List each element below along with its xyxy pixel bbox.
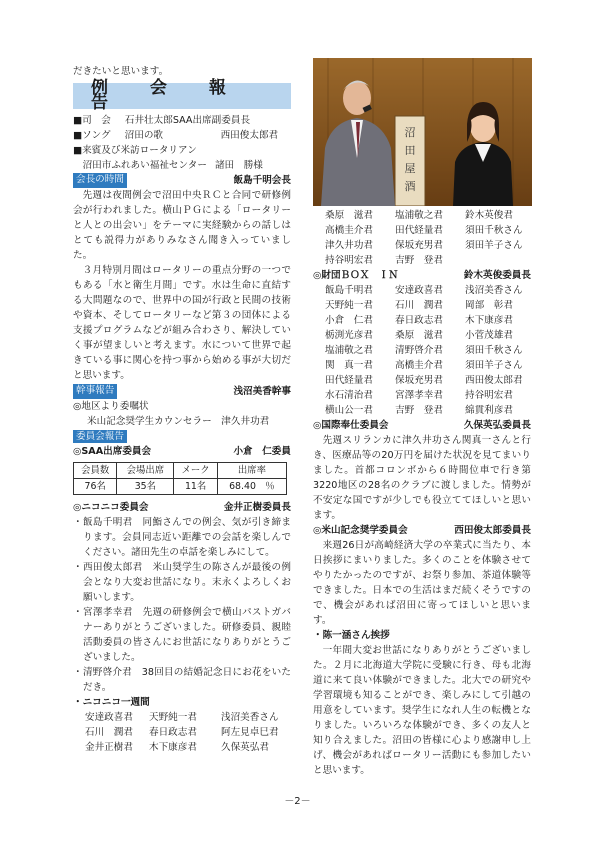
president-paragraph-2: ３月特別月間はロータリーの重点分野の一つでもある「水と衛生月間」です。水は生命に直結する大問題なので、世界中の国が行政と民間の技術や資本、そしてロータリーなど第３の団体による支援プログラムなどが組み合わさり、解決していく事が望ましいと考えます。水について世界で起きている事に関心を持つ事から始める事が大切だと思います。	[73, 265, 291, 381]
box-header	[313, 268, 531, 283]
member-name: 須田羊子さん	[465, 240, 523, 251]
left-column	[73, 64, 291, 755]
member-name: 須田羊子さん	[465, 360, 523, 371]
member-name: 保坂充男君	[395, 375, 443, 386]
member-name: 岡部 彰君	[465, 300, 513, 311]
intl-paragraph: 先週スリランカに津久井功さん関真一さんと行き、医療品等の20万円を届けた状況を見てまいりました。首都コロンボから６時間位車で行き第3220地区の28名のクラブに渡しました。情勢が不安定な国ですが少しでも役立ててほしいと思います。	[313, 435, 531, 521]
intl-speaker: 久保英弘委員長	[463, 420, 531, 431]
role-mc: ■司 会 石井壮太郎SAA出席副委員長	[73, 115, 251, 126]
photo-speakers-image	[313, 58, 532, 206]
member-name: 天野純一君	[149, 712, 197, 723]
member-name: 吉野 登君	[395, 405, 443, 416]
committee-header: 委員会報告	[73, 429, 291, 444]
member-name: 高橋圭介君	[395, 360, 443, 371]
member-name: 須田千秋さん	[465, 225, 523, 236]
member-name	[465, 253, 543, 268]
box-names	[313, 283, 531, 418]
secretary-header	[73, 384, 291, 399]
member-name: 高橋圭介君	[325, 225, 373, 236]
member-name: 桑原 滋君	[395, 330, 443, 341]
member-name: 田代経量君	[395, 225, 443, 236]
role-song: ■ソング 沼田の歌 西田俊太郎君	[73, 130, 279, 141]
member-name: 清野啓介君	[395, 345, 443, 356]
member-name: 安達政喜君	[85, 712, 133, 723]
saa-header	[73, 444, 291, 459]
member-name: 阿左見卓巳君	[221, 727, 279, 738]
niko-speaker: 金井正樹委員長	[223, 502, 291, 513]
member-name: 安達政喜君	[395, 285, 443, 296]
member-name: 金井正樹君	[85, 742, 133, 753]
yoneyama-speaker: 西田俊太郎委員長	[454, 525, 531, 536]
yoneyama-paragraph: 来週26日が高崎経済大学の卒業式に当たり、本日挨拶にまいりました。多くのことを体験させてやりたかったのですが、お祭り参加、茶道体験等できました。日本での生活はまだ続くそうですので、機会があれば沼田に寄ってほしいと思います。	[313, 540, 531, 626]
niko-week-names	[73, 710, 291, 755]
chin-label: ・陈一涵さん挨拶	[313, 630, 390, 641]
niko-week-label: ・ニコニコ一週間	[73, 697, 150, 708]
member-name: 関 真一君	[325, 360, 373, 371]
att-value-present: 35名	[117, 479, 174, 495]
member-name: 田代経量君	[325, 375, 373, 386]
box-speaker: 鈴木英俊委員長	[463, 270, 531, 281]
secretary-line-1: ◎地区より委嘱状	[73, 401, 149, 412]
role-guest-name: 沼田市ふれあい福祉センター 諸田 勝様	[73, 160, 263, 171]
member-name: 塩浦敬之君	[325, 345, 373, 356]
member-name: 吉野 登君	[395, 255, 443, 266]
role-guests: ■来賓及び米訪ロータリアン	[73, 145, 197, 156]
chin-paragraph: 一年間大変お世話になりありがとうございました。２月に北海道大学院に受験に行き、母も北海道に来て良い体験ができました。北大での研究や学習環境も知ることができ、楽しみにして引越の用意をしています。奨学生になれ人生の転機となりました。いろいろな体験ができ、多くの友人と知り合えました。沼田の皆様に心より感謝申し上げ、機会があればロータリー活動にも参加したいと思います。	[313, 645, 531, 776]
member-name: 石川 潤君	[395, 300, 443, 311]
saa-speaker: 小倉 仁委員	[233, 446, 291, 457]
intl-header	[313, 418, 531, 433]
member-name: 石川 潤君	[85, 727, 133, 738]
att-value-rate: 68.40 ％	[217, 479, 286, 495]
member-name: 天野純一君	[325, 300, 373, 311]
member-name: 久保英弘君	[221, 742, 269, 753]
yoneyama-name: ◎米山記念奨学委員会	[313, 525, 408, 536]
member-name: 木下康彦君	[465, 315, 513, 326]
att-header-members: 会員数	[74, 463, 117, 479]
president-speaker: 飯島千明会長	[233, 175, 291, 186]
meeting-report-heading: 例 会 報 告	[73, 83, 291, 109]
member-name: 持谷明宏君	[325, 255, 373, 266]
member-name: 西田俊太郎君	[465, 375, 523, 386]
president-header	[73, 173, 291, 188]
right-column	[313, 208, 531, 778]
niko-names-continued	[313, 208, 531, 268]
event-photo	[313, 58, 532, 206]
page-number: －2－	[284, 796, 311, 807]
member-name: 浅沼美香さん	[221, 712, 279, 723]
president-paragraph-1: 先週は夜間例会で沼田中央ＲＣと合同で研修例会が行われました。横山ＰＧによる「ロータリーと人との出会い」をテーマに実経験からの話しはとても説得力がありみなさん聞き入っていました。	[73, 190, 291, 261]
member-name: 綿貫利彦君	[465, 405, 513, 416]
member-name: 小菅茂雄君	[465, 330, 513, 341]
niko-item: ・ 清野啓介君 38回目の結婚記念日にお花をいただき。	[73, 667, 291, 693]
member-name: 水石清治君	[325, 390, 373, 401]
svg-text:酒: 酒	[404, 180, 416, 193]
secretary-line-2: 米山記念奨学生カウンセラー 津久井功君	[87, 416, 270, 427]
att-header-present: 会場出席	[117, 463, 174, 479]
opening-text: だきたいと思います。	[73, 66, 169, 77]
niko-name: ◎ニコニコ委員会	[73, 502, 149, 513]
niko-item: ・ 西田俊太郎君 米山奨学生の陈さんが最後の例会となり大変お世話になり。末永くよろしくお願いします。	[73, 562, 291, 603]
att-header-rate: 出席率	[217, 463, 286, 479]
member-name: 横山公一君	[325, 405, 373, 416]
member-name: 津久井功君	[325, 240, 373, 251]
member-name: 桑原 滋君	[325, 210, 373, 221]
member-name: 宮澤孝幸君	[395, 390, 443, 401]
niko-item: ・ 宮澤孝幸君 先週の研修例会で横山パストガバナーありがとうございました。研修委員、親睦活動委員の皆さんにお世話になりありがとうございました。	[73, 607, 291, 663]
saa-name: ◎SAA出席委員会	[73, 446, 152, 457]
member-name: 鈴木英俊君	[465, 210, 513, 221]
att-value-makeup: 11名	[174, 479, 217, 495]
member-name: 須田千秋さん	[465, 345, 523, 356]
secretary-tag: 幹事報告	[73, 384, 117, 399]
president-tag: 会長の時間	[73, 173, 127, 188]
secretary-speaker: 浅沼美香幹事	[233, 386, 291, 397]
member-name: 保坂充男君	[395, 240, 443, 251]
yoneyama-header	[313, 523, 531, 538]
member-name: 浅沼美香さん	[465, 285, 523, 296]
box-name: ◎財団ＢＯＸ ＩＮ	[313, 270, 399, 281]
member-name: 塩浦敬之君	[395, 210, 443, 221]
svg-text:屋: 屋	[404, 162, 416, 175]
niko-item: ・ 飯島千明君 同鮨さんでの例会、気が引き締まります。会員同志近い距離での会話を楽しんでください。諸田先生の卓話を楽しみにして。	[73, 517, 291, 558]
member-name: 春日政志君	[149, 727, 197, 738]
att-header-makeup: メーク	[174, 463, 217, 479]
attendance-table	[73, 462, 287, 495]
member-name: 小倉 仁君	[325, 315, 373, 326]
intl-name: ◎国際奉仕委員会	[313, 420, 389, 431]
svg-text:沼: 沼	[404, 126, 416, 139]
niko-header	[73, 500, 291, 515]
att-value-members: 76名	[74, 479, 117, 495]
svg-text:田: 田	[404, 144, 416, 157]
member-name: 木下康彦君	[149, 742, 197, 753]
member-name: 持谷明宏君	[465, 390, 513, 401]
member-name: 春日政志君	[395, 315, 443, 326]
member-name: 栃渕光彦君	[325, 330, 373, 341]
member-name: 飯島千明君	[325, 285, 373, 296]
